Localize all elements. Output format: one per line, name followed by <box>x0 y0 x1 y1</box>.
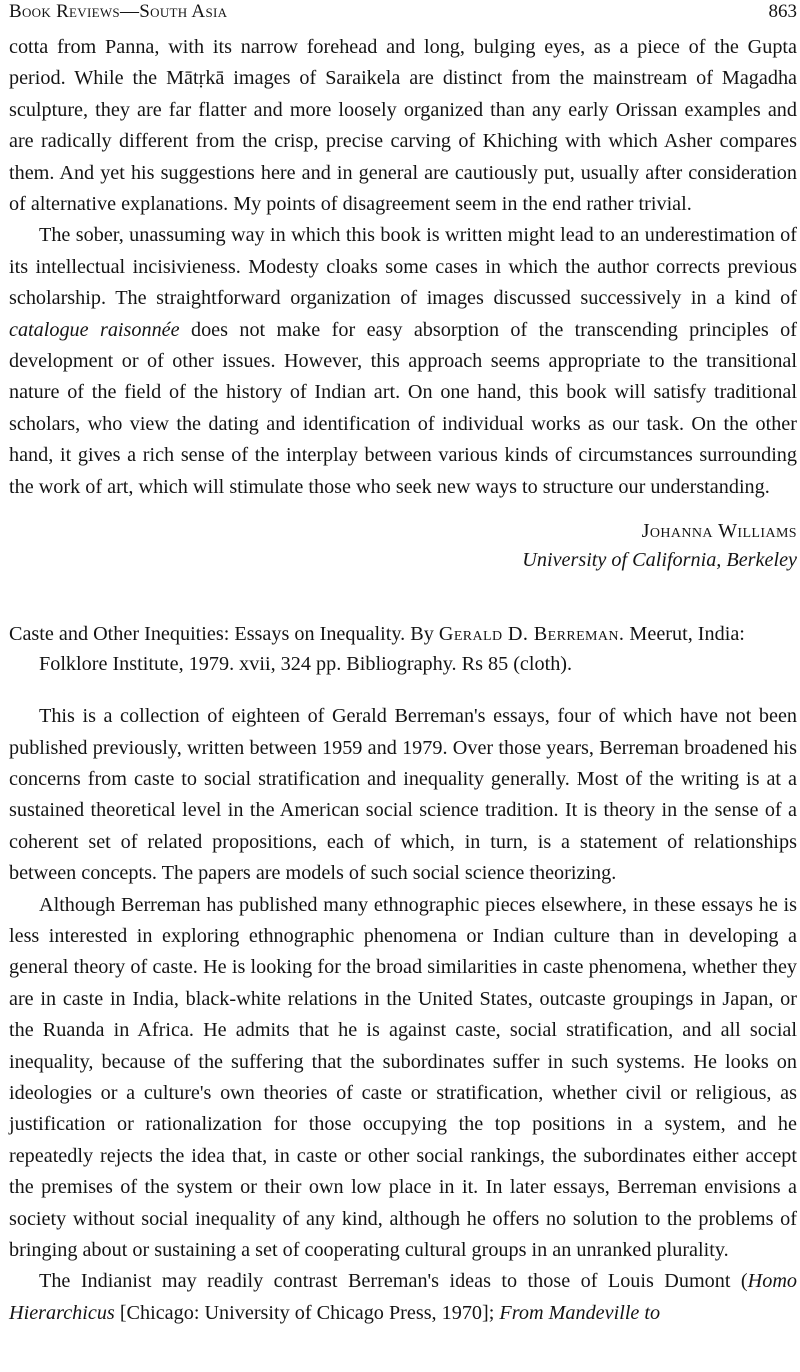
review2-paragraph-3-italic-1: Homo Hierarchicus <box>9 1270 797 1324</box>
reviewer-signature <box>9 517 797 575</box>
by-word: By <box>410 623 434 646</box>
review2-paragraph-3-text-b: [Chicago: University of Chicago Press, 1970]; <box>114 1301 500 1324</box>
page <box>9 0 797 1329</box>
review2-body <box>9 701 797 1329</box>
review1-paragraph-1: cotta from Panna, with its narrow forehead and long, bulging eyes, as a piece of the Gupta period. While the Mātṛkā images of Saraikela are distinct from the mainstream of Magadha sculpture, they are far flatter and more loosely organized than any early Orissan examples and are radically different from the crisp, precise carving of Khiching with which Asher compares them. And yet his suggestions here and in general are cautiously put, usually after consideration of alternative explanations. My points of disagreement seem in the end rather trivial. <box>9 36 797 216</box>
running-header <box>9 0 797 24</box>
publication-details: Meerut, India: Folklore Institute, 1979. xvii, 324 pp. Bibliography. Rs 85 (cloth). <box>39 623 745 676</box>
review2-paragraph-3 <box>9 1266 797 1329</box>
reviewer-affiliation: University of California, Berkeley <box>522 549 797 572</box>
book-title: Caste and Other Inequities: Essays on Inequality. <box>9 623 406 646</box>
review1-paragraph-2 <box>9 220 797 503</box>
review1-paragraph-2-text-a: The sober, unassuming way in which this book is written might lead to an underestimation of its intellectual incisivieness. Modesty cloaks some cases in which the author corrects previous scholarship. The straightforward organization of images discussed successively in a kind of <box>9 224 797 310</box>
book-citation <box>9 619 797 679</box>
page-number: 863 <box>768 1 797 22</box>
reviewer-name: Johanna Williams <box>641 520 797 543</box>
review2-paragraph-3-text-a: The Indianist may readily contrast Berreman's ideas to those of Louis Dumont ( <box>39 1270 748 1293</box>
running-title: Book Reviews—South Asia <box>9 1 228 22</box>
review2-paragraph-3-italic-2: From Mandeville to <box>499 1301 661 1324</box>
review2-paragraph-1: This is a collection of eighteen of Gerald Berreman's essays, four of which have not been published previously, written between 1959 and 1979. Over those years, Berreman broadened his concerns from caste to social stratification and inequality generally. Most of the writing is at a sustained theoretical level in the American social science tradition. It is theory in the sense of a coherent set of related propositions, each of which, in turn, is a statement of relationships between concepts. The papers are models of such social science theorizing. <box>9 705 797 885</box>
review1-paragraph-2-text-b: does not make for easy absorption of the transcending principles of development or of other issues. However, this approach seems appropriate to the transitional nature of the field of the history of Indian art. On one hand, this book will satisfy traditional scholars, who view the dating and identification of individual works as our task. On the other hand, it gives a rich sense of the interplay between various kinds of circumstances surrounding the work of art, which will stimulate those who seek new ways to structure our understanding. <box>9 318 797 498</box>
book-author: Gerald D. Berreman. <box>438 623 625 646</box>
review2-paragraph-2: Although Berreman has published many ethnographic pieces elsewhere, in these essays he is less interested in exploring ethnographic phenomena or Indian culture than in developing a general theory of caste. He is looking for the broad similarities in caste phenomena, whether they are in caste in India, black-white relations in the United States, outcaste groupings in Japan, or the Ruanda in Africa. He admits that he is against caste, social stratification, and all social inequality, because of the suffering that the subordinates suffer in such systems. He looks on ideologies or a culture's own theories of caste or stratification, whether civil or religious, as justification or rationalization for those occupying the top positions in a system, and he repeatedly rejects the idea that, in caste or other social rankings, the subordinates either accept the premises of the system or their own low place in it. In later essays, Berreman envisions a society without social inequality of any kind, although he offers no solution to the problems of bringing about or sustaining a set of cooperating cultural groups in an unranked plurality. <box>9 893 797 1261</box>
review1-paragraph-2-italic: catalogue raisonnée <box>9 318 180 341</box>
